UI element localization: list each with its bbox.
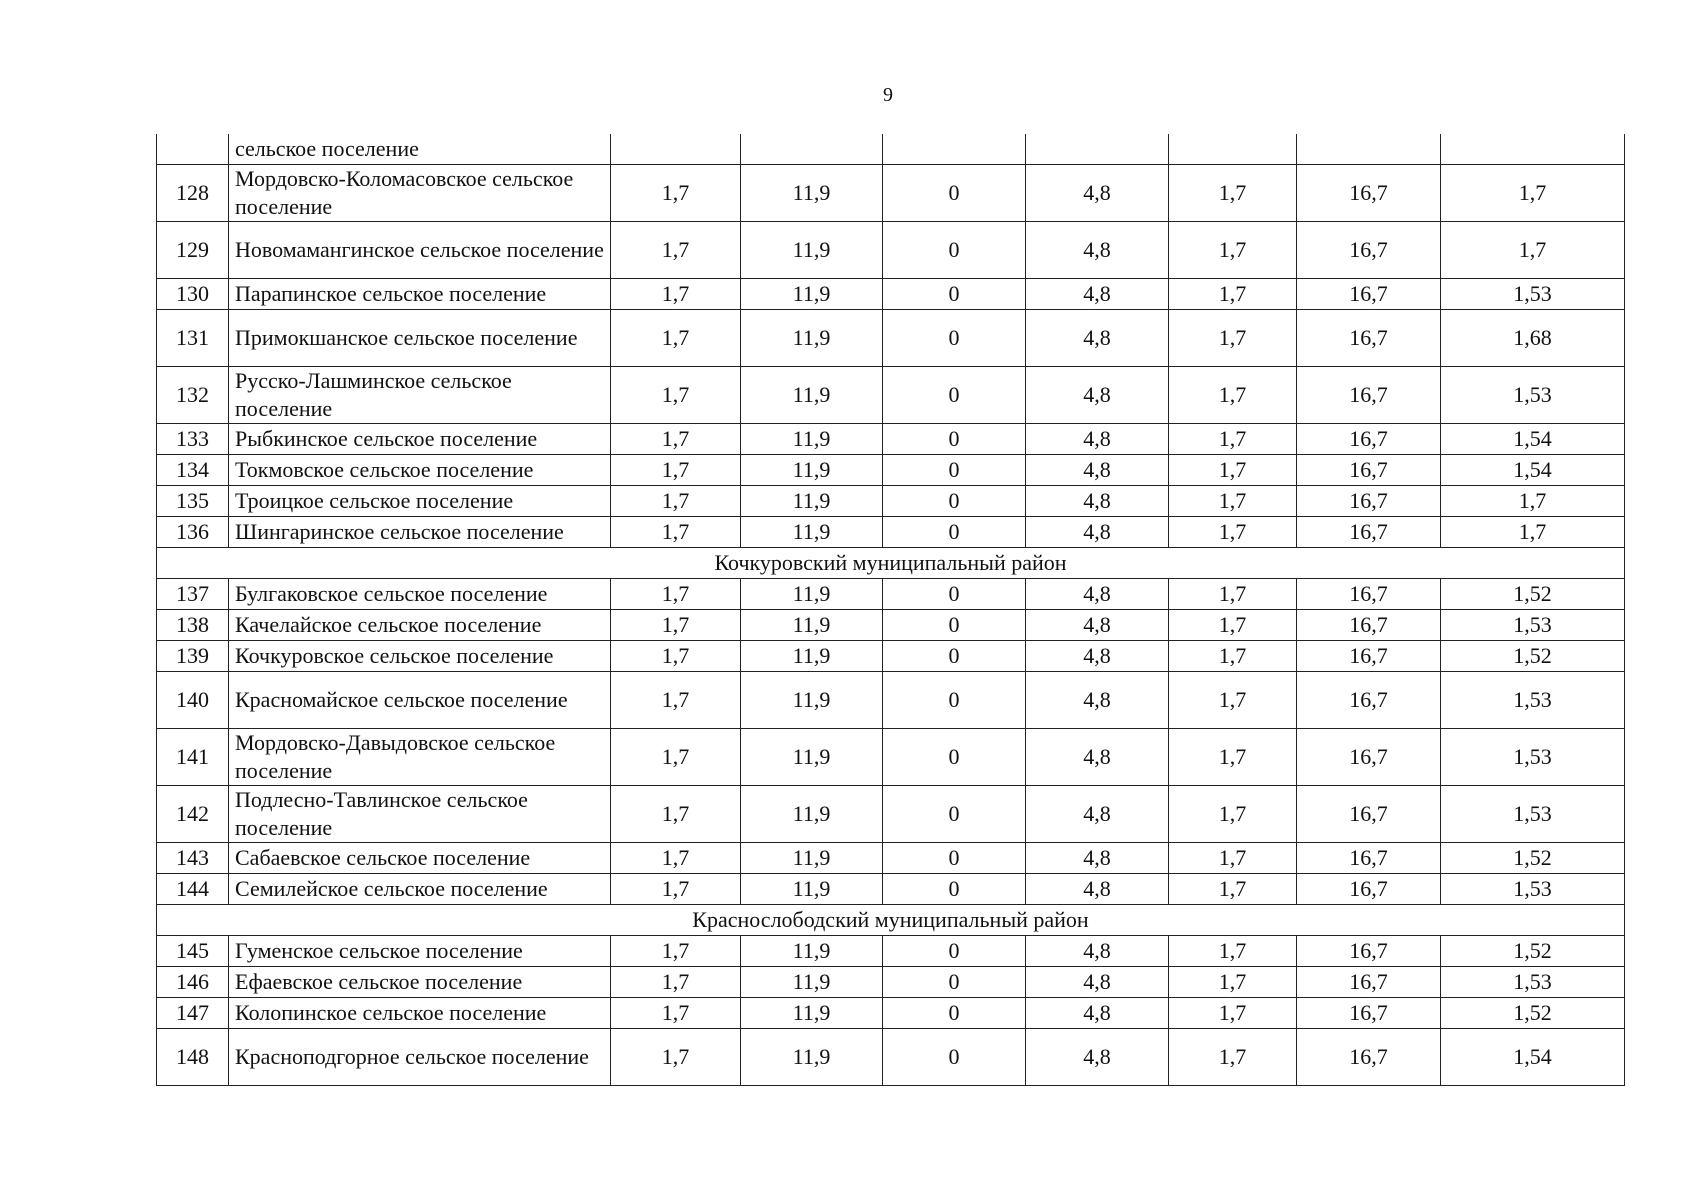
value-cell: 4,8 xyxy=(1026,165,1169,222)
table-row xyxy=(157,786,1625,843)
value-cell: 1,53 xyxy=(1441,967,1625,998)
value-cell xyxy=(1169,134,1297,165)
value-cell: 16,7 xyxy=(1297,786,1441,843)
value-cell: 1,7 xyxy=(1169,843,1297,874)
value-cell: 4,8 xyxy=(1026,279,1169,310)
value-cell: 4,8 xyxy=(1026,222,1169,279)
value-cell: 11,9 xyxy=(741,279,883,310)
value-cell: 11,9 xyxy=(741,1029,883,1086)
value-cell: 1,7 xyxy=(1169,222,1297,279)
value-cell: 4,8 xyxy=(1026,998,1169,1029)
value-cell: 1,7 xyxy=(611,672,741,729)
value-cell: 1,54 xyxy=(1441,1029,1625,1086)
value-cell: 0 xyxy=(883,610,1026,641)
row-number-cell: 139 xyxy=(157,641,229,672)
value-cell: 0 xyxy=(883,486,1026,517)
value-cell: 1,53 xyxy=(1441,672,1625,729)
value-cell: 1,7 xyxy=(611,641,741,672)
value-cell: 0 xyxy=(883,641,1026,672)
row-number-cell: 146 xyxy=(157,967,229,998)
value-cell: 16,7 xyxy=(1297,424,1441,455)
value-cell: 1,7 xyxy=(1441,165,1625,222)
settlement-name-cell: Ефаевское сельское поселение xyxy=(229,967,611,998)
district-name: Кочкуровский муниципальный район xyxy=(157,548,1625,579)
value-cell: 0 xyxy=(883,1029,1026,1086)
settlement-name-cell: Подлесно-Тавлинское сельское поселение xyxy=(229,786,611,843)
value-cell: 1,53 xyxy=(1441,874,1625,905)
value-cell: 1,53 xyxy=(1441,610,1625,641)
value-cell: 1,7 xyxy=(611,610,741,641)
value-cell: 1,7 xyxy=(1441,486,1625,517)
table-row xyxy=(157,579,1625,610)
value-cell: 11,9 xyxy=(741,874,883,905)
settlement-name-cell: Шингаринское сельское поселение xyxy=(229,517,611,548)
value-cell: 11,9 xyxy=(741,729,883,786)
value-cell: 1,7 xyxy=(611,310,741,367)
value-cell: 1,7 xyxy=(1169,486,1297,517)
value-cell: 16,7 xyxy=(1297,967,1441,998)
value-cell: 4,8 xyxy=(1026,367,1169,424)
value-cell: 1,7 xyxy=(1169,936,1297,967)
value-cell: 11,9 xyxy=(741,424,883,455)
value-cell: 1,7 xyxy=(611,165,741,222)
table-row xyxy=(157,1029,1625,1086)
value-cell: 0 xyxy=(883,455,1026,486)
value-cell: 0 xyxy=(883,843,1026,874)
value-cell: 11,9 xyxy=(741,486,883,517)
value-cell: 1,68 xyxy=(1441,310,1625,367)
value-cell: 4,8 xyxy=(1026,610,1169,641)
value-cell: 1,7 xyxy=(1169,874,1297,905)
table-row xyxy=(157,610,1625,641)
value-cell: 16,7 xyxy=(1297,998,1441,1029)
table-row xyxy=(157,517,1625,548)
value-cell: 0 xyxy=(883,310,1026,367)
value-cell: 1,7 xyxy=(1441,517,1625,548)
row-number-cell: 144 xyxy=(157,874,229,905)
value-cell: 0 xyxy=(883,424,1026,455)
value-cell: 1,7 xyxy=(611,367,741,424)
value-cell: 4,8 xyxy=(1026,455,1169,486)
value-cell: 4,8 xyxy=(1026,967,1169,998)
row-number-cell: 131 xyxy=(157,310,229,367)
table-row xyxy=(157,165,1625,222)
row-number-cell: 129 xyxy=(157,222,229,279)
settlement-name-cell: Мордовско-Давыдовское сельское поселение xyxy=(229,729,611,786)
value-cell: 4,8 xyxy=(1026,936,1169,967)
settlement-name-cell: сельское поселение xyxy=(229,134,611,165)
value-cell: 11,9 xyxy=(741,367,883,424)
value-cell: 1,52 xyxy=(1441,998,1625,1029)
row-number-cell: 135 xyxy=(157,486,229,517)
value-cell: 4,8 xyxy=(1026,424,1169,455)
settlement-name-cell: Кочкуровское сельское поселение xyxy=(229,641,611,672)
value-cell: 1,7 xyxy=(611,424,741,455)
row-number-cell: 130 xyxy=(157,279,229,310)
value-cell: 1,7 xyxy=(611,936,741,967)
settlement-name-cell: Гуменское сельское поселение xyxy=(229,936,611,967)
value-cell: 1,7 xyxy=(1169,517,1297,548)
value-cell: 11,9 xyxy=(741,165,883,222)
value-cell: 0 xyxy=(883,874,1026,905)
table-row xyxy=(157,936,1625,967)
value-cell: 1,52 xyxy=(1441,641,1625,672)
table-row xyxy=(157,672,1625,729)
value-cell: 4,8 xyxy=(1026,486,1169,517)
table-row xyxy=(157,279,1625,310)
value-cell: 1,7 xyxy=(611,517,741,548)
value-cell: 1,7 xyxy=(1169,967,1297,998)
value-cell: 16,7 xyxy=(1297,367,1441,424)
settlements-table xyxy=(156,134,1625,1086)
value-cell: 11,9 xyxy=(741,310,883,367)
value-cell: 1,54 xyxy=(1441,455,1625,486)
value-cell: 1,7 xyxy=(611,729,741,786)
value-cell: 4,8 xyxy=(1026,517,1169,548)
value-cell: 16,7 xyxy=(1297,874,1441,905)
value-cell: 16,7 xyxy=(1297,936,1441,967)
district-header-row xyxy=(157,548,1625,579)
value-cell: 1,52 xyxy=(1441,843,1625,874)
table-row xyxy=(157,486,1625,517)
value-cell: 4,8 xyxy=(1026,641,1169,672)
value-cell: 0 xyxy=(883,579,1026,610)
value-cell: 1,7 xyxy=(1169,1029,1297,1086)
value-cell: 0 xyxy=(883,998,1026,1029)
value-cell xyxy=(741,134,883,165)
value-cell: 11,9 xyxy=(741,455,883,486)
value-cell: 1,7 xyxy=(1169,610,1297,641)
row-number-cell: 137 xyxy=(157,579,229,610)
table-row xyxy=(157,967,1625,998)
value-cell xyxy=(1441,134,1625,165)
value-cell: 1,7 xyxy=(1169,455,1297,486)
value-cell: 16,7 xyxy=(1297,517,1441,548)
value-cell: 0 xyxy=(883,367,1026,424)
row-number-cell: 143 xyxy=(157,843,229,874)
value-cell: 11,9 xyxy=(741,843,883,874)
value-cell: 16,7 xyxy=(1297,610,1441,641)
value-cell: 16,7 xyxy=(1297,672,1441,729)
table-row xyxy=(157,729,1625,786)
value-cell: 4,8 xyxy=(1026,843,1169,874)
value-cell: 4,8 xyxy=(1026,874,1169,905)
value-cell: 1,7 xyxy=(611,222,741,279)
value-cell: 1,52 xyxy=(1441,936,1625,967)
settlement-name-cell: Сабаевское сельское поселение xyxy=(229,843,611,874)
row-number-cell: 133 xyxy=(157,424,229,455)
value-cell: 16,7 xyxy=(1297,641,1441,672)
row-number-cell: 132 xyxy=(157,367,229,424)
value-cell: 1,52 xyxy=(1441,579,1625,610)
settlement-name-cell: Качелайское сельское поселение xyxy=(229,610,611,641)
district-header-row xyxy=(157,905,1625,936)
row-number-cell: 147 xyxy=(157,998,229,1029)
value-cell: 0 xyxy=(883,165,1026,222)
settlement-name-cell: Токмовское сельское поселение xyxy=(229,455,611,486)
value-cell: 11,9 xyxy=(741,610,883,641)
value-cell: 11,9 xyxy=(741,786,883,843)
settlement-name-cell: Троицкое сельское поселение xyxy=(229,486,611,517)
row-number-cell: 140 xyxy=(157,672,229,729)
settlement-name-cell: Рыбкинское сельское поселение xyxy=(229,424,611,455)
value-cell: 1,7 xyxy=(1169,310,1297,367)
value-cell: 4,8 xyxy=(1026,1029,1169,1086)
value-cell: 11,9 xyxy=(741,998,883,1029)
settlement-name-cell: Мордовско-Коломасовское сельское поселение xyxy=(229,165,611,222)
table-row xyxy=(157,874,1625,905)
value-cell: 16,7 xyxy=(1297,843,1441,874)
value-cell: 0 xyxy=(883,222,1026,279)
value-cell: 0 xyxy=(883,517,1026,548)
value-cell: 1,53 xyxy=(1441,279,1625,310)
value-cell: 0 xyxy=(883,279,1026,310)
value-cell: 1,7 xyxy=(1169,998,1297,1029)
table-row xyxy=(157,367,1625,424)
value-cell: 11,9 xyxy=(741,517,883,548)
value-cell: 16,7 xyxy=(1297,310,1441,367)
row-number-cell: 136 xyxy=(157,517,229,548)
value-cell: 4,8 xyxy=(1026,672,1169,729)
value-cell: 1,7 xyxy=(611,874,741,905)
value-cell: 0 xyxy=(883,672,1026,729)
value-cell xyxy=(611,134,741,165)
value-cell: 0 xyxy=(883,729,1026,786)
page-number: 9 xyxy=(883,84,893,106)
settlement-name-cell: Парапинское сельское поселение xyxy=(229,279,611,310)
value-cell: 0 xyxy=(883,967,1026,998)
table-row xyxy=(157,641,1625,672)
settlement-name-cell: Красномайское сельское поселение xyxy=(229,672,611,729)
value-cell: 1,53 xyxy=(1441,786,1625,843)
value-cell: 16,7 xyxy=(1297,729,1441,786)
value-cell: 4,8 xyxy=(1026,786,1169,843)
value-cell: 4,8 xyxy=(1026,310,1169,367)
row-number-cell: 128 xyxy=(157,165,229,222)
value-cell: 16,7 xyxy=(1297,486,1441,517)
value-cell: 1,7 xyxy=(1169,672,1297,729)
value-cell: 1,53 xyxy=(1441,367,1625,424)
table-row xyxy=(157,310,1625,367)
value-cell: 1,53 xyxy=(1441,729,1625,786)
row-number-cell: 134 xyxy=(157,455,229,486)
row-number-cell xyxy=(157,134,229,165)
table-row xyxy=(157,222,1625,279)
value-cell xyxy=(1297,134,1441,165)
value-cell: 1,7 xyxy=(1169,786,1297,843)
row-number-cell: 138 xyxy=(157,610,229,641)
table-body xyxy=(157,134,1625,1086)
settlement-name-cell: Колопинское сельское поселение xyxy=(229,998,611,1029)
value-cell: 4,8 xyxy=(1026,579,1169,610)
value-cell: 16,7 xyxy=(1297,222,1441,279)
value-cell: 11,9 xyxy=(741,222,883,279)
value-cell: 1,7 xyxy=(1169,279,1297,310)
value-cell: 1,7 xyxy=(1169,729,1297,786)
value-cell: 4,8 xyxy=(1026,729,1169,786)
settlement-name-cell: Семилейское сельское поселение xyxy=(229,874,611,905)
row-number-cell: 145 xyxy=(157,936,229,967)
table-row xyxy=(157,424,1625,455)
value-cell: 1,7 xyxy=(1169,641,1297,672)
value-cell: 1,7 xyxy=(611,579,741,610)
value-cell xyxy=(883,134,1026,165)
value-cell: 1,7 xyxy=(1169,367,1297,424)
value-cell: 1,7 xyxy=(1441,222,1625,279)
continuation-row xyxy=(157,134,1625,165)
value-cell: 1,7 xyxy=(1169,424,1297,455)
row-number-cell: 142 xyxy=(157,786,229,843)
district-name: Краснослободский муниципальный район xyxy=(157,905,1625,936)
row-number-cell: 148 xyxy=(157,1029,229,1086)
table-row xyxy=(157,998,1625,1029)
value-cell: 1,7 xyxy=(1169,579,1297,610)
value-cell: 1,7 xyxy=(611,486,741,517)
settlement-name-cell: Булгаковское сельское поселение xyxy=(229,579,611,610)
value-cell: 1,7 xyxy=(611,843,741,874)
value-cell: 1,7 xyxy=(1169,165,1297,222)
value-cell: 11,9 xyxy=(741,936,883,967)
value-cell: 1,7 xyxy=(611,786,741,843)
value-cell: 16,7 xyxy=(1297,455,1441,486)
value-cell: 0 xyxy=(883,786,1026,843)
settlement-name-cell: Красноподгорное сельское поселение xyxy=(229,1029,611,1086)
value-cell: 16,7 xyxy=(1297,1029,1441,1086)
value-cell: 1,7 xyxy=(611,455,741,486)
row-number-cell: 141 xyxy=(157,729,229,786)
table-row xyxy=(157,455,1625,486)
value-cell: 1,7 xyxy=(611,279,741,310)
value-cell: 11,9 xyxy=(741,641,883,672)
value-cell: 1,7 xyxy=(611,1029,741,1086)
value-cell: 16,7 xyxy=(1297,279,1441,310)
value-cell: 1,54 xyxy=(1441,424,1625,455)
settlement-name-cell: Примокшанское сельское поселение xyxy=(229,310,611,367)
settlement-name-cell: Новомамангинское сельское поселение xyxy=(229,222,611,279)
value-cell: 1,7 xyxy=(611,967,741,998)
value-cell: 16,7 xyxy=(1297,165,1441,222)
settlement-name-cell: Русско-Лашминское сельское поселение xyxy=(229,367,611,424)
value-cell: 11,9 xyxy=(741,672,883,729)
value-cell: 16,7 xyxy=(1297,579,1441,610)
value-cell: 11,9 xyxy=(741,967,883,998)
value-cell: 0 xyxy=(883,936,1026,967)
table-row xyxy=(157,843,1625,874)
value-cell: 11,9 xyxy=(741,579,883,610)
value-cell: 1,7 xyxy=(611,998,741,1029)
value-cell xyxy=(1026,134,1169,165)
